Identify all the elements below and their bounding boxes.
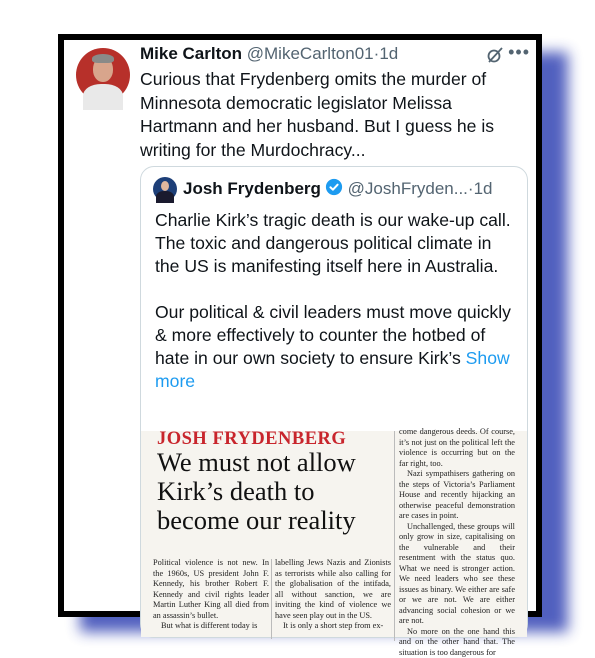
article-column-2: labelling Jews Nazis and Zionists as terrorists while also calling for the globalisation of the intifada, all without sanction, we are inviting the kind of violence we have seen play out in the US. It is only a short step from ex-	[275, 558, 391, 630]
avatar[interactable]	[76, 48, 130, 102]
quoted-tweet[interactable]	[140, 166, 528, 657]
quoted-paragraph-1: Charlie Kirk’s tragic death is our wake-up call. The toxic and dangerous political climate in the US is manifesting itself here in Australia.	[155, 210, 511, 276]
quoted-paragraph-2-text: Our political & civil leaders must move quickly & more effectively to counter the hotbed of hate in our own society to ensure Kirk’s	[155, 302, 511, 368]
author-handle[interactable]: @MikeCarlton01	[246, 44, 374, 63]
separator-dot: ·	[467, 179, 474, 198]
quoted-tweet-text	[155, 209, 517, 393]
article-column-3: come dangerous deeds. Of course, it’s not just on the political left the violence is occurring but on the far right, too. Nazi sympathisers gathering on the steps of Victoria’s Parliament House and recently hijacking an otherwise peaceful demonstration are cases in point. Unchallenged, these groups will only grow in size, capitalising on the vulnerable and their resentment with the status quo. What we need is stronger action. We need leaders who see these issues as binary. We either are safe or we are not. We are either advancing social cohesion or we are not. No more on the one hand this and on the other hand that. The situation is too dangerous for	[399, 427, 515, 657]
quoted-avatar[interactable]	[153, 177, 177, 201]
timestamp[interactable]: 1d	[379, 44, 399, 63]
author-name[interactable]: Mike Carlton	[140, 44, 243, 63]
quoted-tweet-header	[153, 177, 519, 203]
quoted-author-handle[interactable]: @JoshFryden...	[347, 179, 468, 198]
quoted-paragraph-2	[155, 301, 517, 393]
tweet-card[interactable]	[64, 40, 536, 657]
column-rule	[271, 559, 272, 639]
avatar-body	[83, 84, 123, 110]
verified-badge-icon	[325, 178, 343, 201]
show-more-link[interactable]: Show more	[155, 348, 510, 391]
newspaper-clipping-image[interactable]	[141, 427, 527, 657]
more-options-icon[interactable]: •••	[508, 42, 530, 62]
tweet-text: Curious that Frydenberg omits the murder of Minnesota democratic legislator Melissa Hartmann and her husband. But I guess he is writing for the Murdochracy...	[140, 69, 495, 160]
column-rule	[394, 431, 395, 641]
article-column-1: Political violence is not new. In the 1960s, US president John F. Kennedy, his brother Robert F. Kennedy and civil rights leader Martin Luther King all died from an assassin’s bullet. But what is different today is	[153, 558, 269, 630]
screenshot-frame	[58, 34, 542, 657]
article-headline: We must not allow Kirk’s death to become our reality	[157, 447, 356, 535]
quoted-timestamp[interactable]: 1d	[473, 179, 493, 198]
article-byline: JOSH FRYDENBERG	[157, 429, 347, 449]
avatar-hair	[92, 54, 114, 63]
separator-dot: ·	[373, 44, 380, 63]
grok-icon[interactable]	[486, 46, 504, 69]
quoted-author-name[interactable]: Josh Frydenberg	[183, 179, 321, 198]
tweet-header	[140, 44, 526, 68]
